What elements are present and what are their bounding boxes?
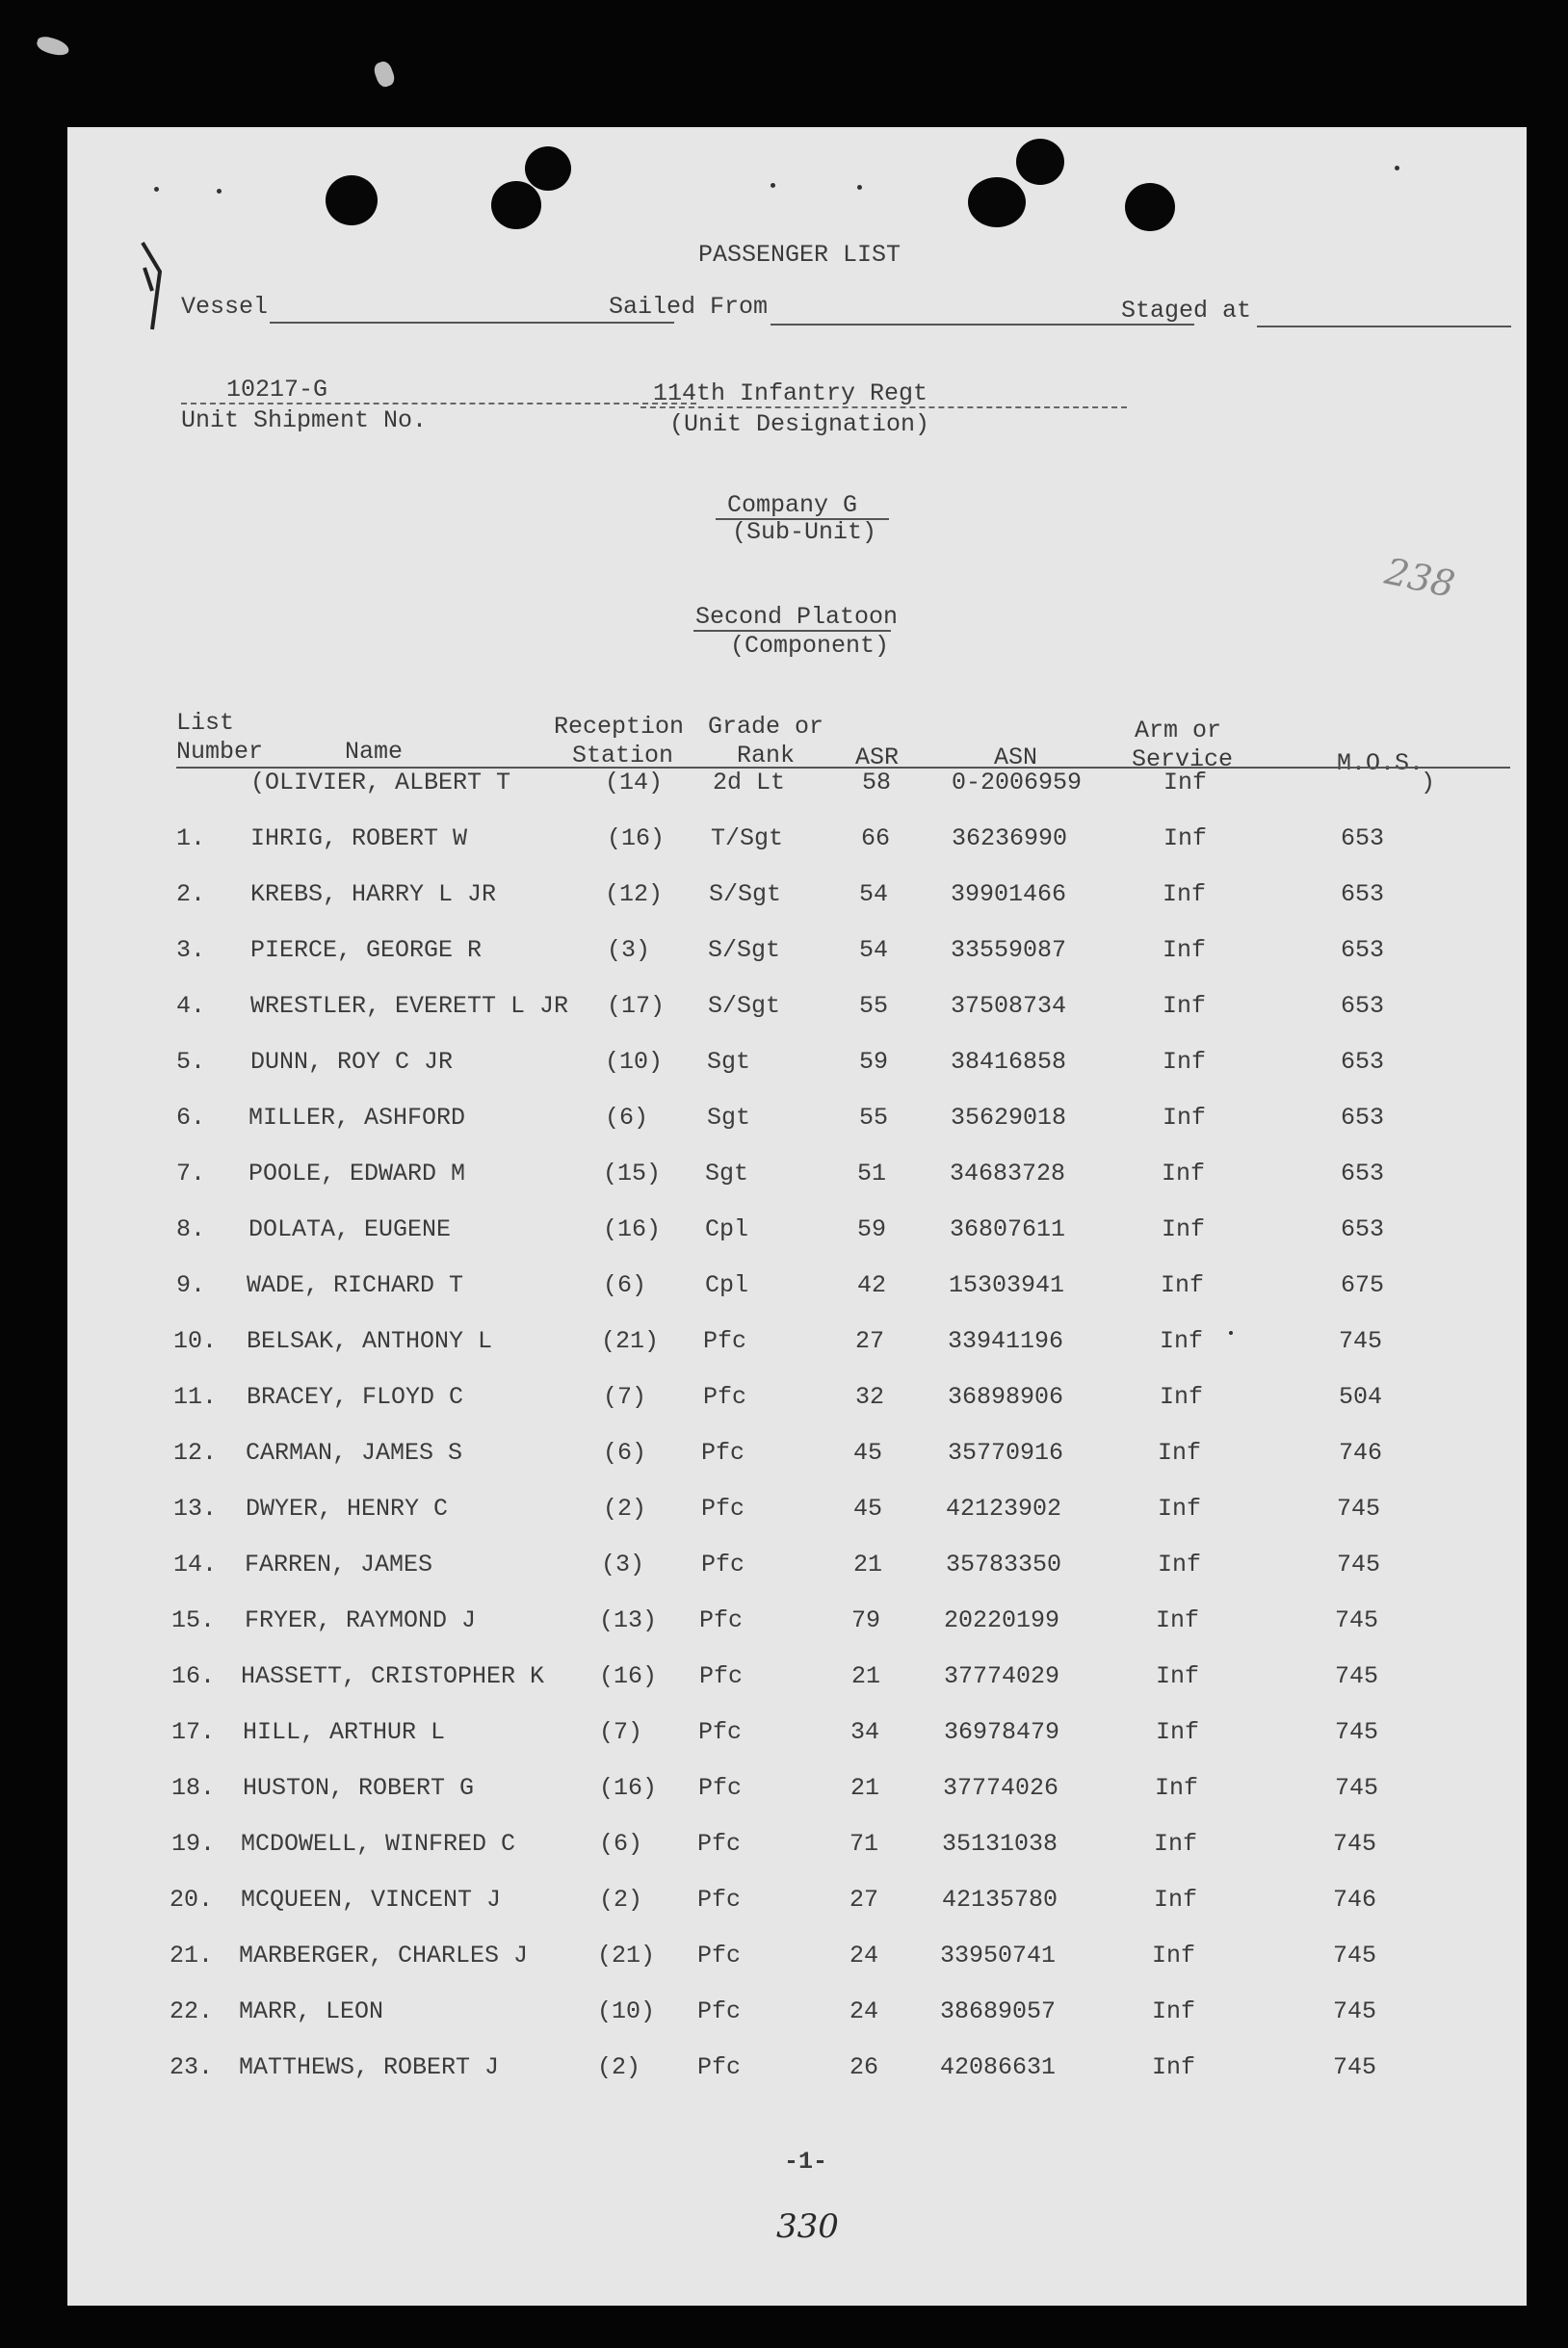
row-mos: 745	[1337, 1551, 1381, 1578]
row-name: POOLE, EDWARD M	[248, 1160, 466, 1187]
row-name: MCQUEEN, VINCENT J	[241, 1886, 502, 1914]
row-number: 15.	[171, 1606, 216, 1634]
row-arm: Inf	[1156, 1718, 1200, 1746]
row-number: 8.	[176, 1215, 206, 1243]
row-grade: Sgt	[707, 1104, 751, 1132]
speck	[154, 187, 159, 192]
row-grade: S/Sgt	[708, 936, 781, 964]
row-name: MATTHEWS, ROBERT J	[239, 2053, 500, 2081]
punch-hole	[326, 175, 378, 225]
row-asr: 21	[851, 1662, 881, 1690]
col-arm-line2: Service	[1132, 745, 1234, 773]
punch-hole	[968, 177, 1026, 227]
row-grade: T/Sgt	[711, 824, 784, 852]
row-asr: 32	[855, 1383, 885, 1411]
row-asn: 35629018	[951, 1104, 1067, 1132]
row-name: FRYER, RAYMOND J	[245, 1606, 477, 1634]
unit-designation-rule	[640, 406, 1127, 408]
row-grade: S/Sgt	[708, 992, 781, 1020]
row-asr: 55	[859, 1104, 889, 1132]
unit-shipment-label: Unit Shipment No.	[181, 406, 428, 434]
col-arm-line1: Arm or	[1135, 717, 1222, 744]
row-mos: 745	[1333, 2053, 1377, 2081]
row-asn: 36978479	[944, 1718, 1060, 1746]
paper-fleck	[372, 60, 397, 90]
row-asn: 36236990	[952, 824, 1068, 852]
row-station: (7)	[603, 1383, 647, 1411]
row-asn: 15303941	[949, 1271, 1065, 1299]
row-arm: Inf	[1158, 1495, 1202, 1523]
row-mos: 504	[1339, 1383, 1383, 1411]
row-name: WADE, RICHARD T	[247, 1271, 464, 1299]
table-row	[67, 1999, 1527, 2038]
row-station: (2)	[597, 2053, 641, 2081]
row-mos: 745	[1335, 1774, 1379, 1802]
row-grade: Pfc	[697, 1942, 742, 1970]
component-label: (Component)	[730, 632, 890, 660]
speck	[857, 185, 862, 190]
sub-unit: Company G	[727, 491, 858, 519]
row-asr: 71	[849, 1830, 879, 1858]
row-station: (21)	[597, 1942, 656, 1970]
officer-station: (14)	[605, 769, 664, 796]
row-asn: 36807611	[950, 1215, 1066, 1243]
row-name: BRACEY, FLOYD C	[247, 1383, 464, 1411]
row-mos: 745	[1333, 1942, 1377, 1970]
row-number: 21.	[170, 1942, 214, 1970]
row-name: DWYER, HENRY C	[246, 1495, 449, 1523]
row-grade: Pfc	[699, 1662, 744, 1690]
row-asn: 38689057	[940, 1997, 1057, 2025]
officer-asn: 0-2006959	[952, 769, 1083, 796]
row-station: (21)	[601, 1327, 660, 1355]
document-page	[67, 127, 1527, 2306]
row-name: BELSAK, ANTHONY L	[247, 1327, 493, 1355]
row-grade: Pfc	[698, 1718, 743, 1746]
row-number: 6.	[176, 1104, 206, 1132]
row-asn: 37508734	[951, 992, 1067, 1020]
row-number: 14.	[173, 1551, 218, 1578]
row-mos: 653	[1341, 936, 1385, 964]
row-asn: 39901466	[951, 880, 1067, 908]
row-mos: 653	[1341, 880, 1385, 908]
row-arm: Inf	[1152, 2053, 1196, 2081]
table-row	[67, 1441, 1527, 1479]
row-mos: 745	[1333, 1830, 1377, 1858]
row-mos: 745	[1333, 1997, 1377, 2025]
speck	[217, 189, 222, 194]
row-asr: 21	[853, 1551, 883, 1578]
col-list-number-line2: Number	[176, 738, 264, 766]
row-station: (15)	[603, 1160, 662, 1187]
row-arm: Inf	[1163, 936, 1207, 964]
table-row	[67, 1720, 1527, 1759]
row-arm: Inf	[1162, 1160, 1206, 1187]
row-name: IHRIG, ROBERT W	[250, 824, 468, 852]
row-asn: 35131038	[942, 1830, 1058, 1858]
row-asr: 54	[859, 880, 889, 908]
row-number: 11.	[173, 1383, 218, 1411]
row-asn: 36898906	[948, 1383, 1064, 1411]
row-name: MARR, LEON	[239, 1997, 384, 2025]
row-arm: Inf	[1163, 824, 1208, 852]
row-arm: Inf	[1152, 1942, 1196, 1970]
officer-row	[67, 770, 1527, 809]
table-row	[67, 1552, 1527, 1591]
punch-hole	[1016, 139, 1064, 185]
row-number: 18.	[171, 1774, 216, 1802]
row-mos: 745	[1337, 1495, 1381, 1523]
row-grade: Cpl	[705, 1271, 749, 1299]
row-name: HILL, ARTHUR L	[243, 1718, 446, 1746]
row-arm: Inf	[1154, 1886, 1198, 1914]
table-row	[67, 938, 1527, 977]
row-mos: 745	[1335, 1662, 1379, 1690]
row-grade: Pfc	[698, 1774, 743, 1802]
speck	[1395, 166, 1399, 170]
unit-designation-label: (Unit Designation)	[669, 410, 930, 438]
row-arm: Inf	[1152, 1997, 1196, 2025]
row-station: (10)	[605, 1048, 664, 1076]
row-number: 9.	[176, 1271, 206, 1299]
row-asr: 45	[853, 1495, 883, 1523]
officer-arm: Inf	[1163, 769, 1208, 796]
table-row	[67, 1608, 1527, 1647]
row-grade: Cpl	[705, 1215, 749, 1243]
table-row	[67, 994, 1527, 1032]
col-grade-line2: Rank	[737, 742, 796, 770]
vessel-blank	[270, 322, 674, 324]
row-number: 20.	[170, 1886, 214, 1914]
row-asr: 42	[857, 1271, 887, 1299]
document-title: PASSENGER LIST	[698, 241, 902, 269]
row-name: PIERCE, GEORGE R	[250, 936, 483, 964]
row-number: 12.	[173, 1439, 218, 1467]
row-number: 5.	[176, 1048, 206, 1076]
row-grade: Sgt	[705, 1160, 749, 1187]
officer-mos: )	[1421, 769, 1436, 796]
row-asr: 21	[850, 1774, 880, 1802]
table-row	[67, 1329, 1527, 1368]
col-reception-line1: Reception	[554, 713, 685, 741]
officer-asr: 58	[862, 769, 892, 796]
row-arm: Inf	[1163, 1048, 1207, 1076]
row-asn: 37774029	[944, 1662, 1060, 1690]
row-number: 1.	[176, 824, 206, 852]
component: Second Platoon	[695, 603, 899, 631]
col-asr: ASR	[855, 744, 900, 771]
row-grade: Sgt	[707, 1048, 751, 1076]
table-row	[67, 1944, 1527, 1982]
table-row	[67, 882, 1527, 921]
row-grade: Pfc	[697, 2053, 742, 2081]
row-name: MILLER, ASHFORD	[248, 1104, 466, 1132]
table-row	[67, 826, 1527, 865]
row-asr: 59	[857, 1215, 887, 1243]
vessel-label: Vessel	[181, 293, 269, 321]
row-station: (16)	[607, 824, 666, 852]
sub-unit-label: (Sub-Unit)	[732, 518, 877, 546]
speck	[771, 183, 775, 188]
row-arm: Inf	[1154, 1830, 1198, 1858]
row-mos: 653	[1341, 1104, 1385, 1132]
row-station: (7)	[599, 1718, 643, 1746]
row-mos: 745	[1339, 1327, 1383, 1355]
row-number: 22.	[170, 1997, 214, 2025]
row-grade: Pfc	[701, 1495, 745, 1523]
staged-at-blank	[1257, 326, 1511, 327]
staged-at-label: Staged at	[1121, 297, 1252, 325]
row-name: FARREN, JAMES	[245, 1551, 433, 1578]
row-mos: 675	[1341, 1271, 1385, 1299]
row-asr: 54	[859, 936, 889, 964]
row-arm: Inf	[1160, 1383, 1204, 1411]
row-mos: 745	[1335, 1718, 1379, 1746]
row-arm: Inf	[1155, 1774, 1199, 1802]
punch-hole	[491, 181, 541, 229]
row-mos: 746	[1333, 1886, 1377, 1914]
row-mos: 653	[1341, 824, 1385, 852]
row-arm: Inf	[1158, 1439, 1202, 1467]
row-arm: Inf	[1163, 1104, 1207, 1132]
page-number: -1-	[784, 2148, 828, 2176]
row-asn: 35770916	[948, 1439, 1064, 1467]
row-mos: 653	[1341, 1160, 1385, 1187]
row-station: (2)	[603, 1495, 647, 1523]
row-number: 10.	[173, 1327, 218, 1355]
table-row	[67, 2055, 1527, 2094]
col-list-number-line1: List	[176, 709, 235, 737]
row-asr: 55	[859, 992, 889, 1020]
row-asr: 51	[857, 1160, 887, 1187]
table-row	[67, 1273, 1527, 1312]
row-arm: Inf	[1163, 992, 1207, 1020]
row-asr: 24	[849, 1997, 879, 2025]
row-station: (17)	[607, 992, 666, 1020]
col-asn: ASN	[994, 744, 1038, 771]
row-number: 17.	[171, 1718, 216, 1746]
row-asn: 42086631	[940, 2053, 1057, 2081]
row-station: (2)	[599, 1886, 643, 1914]
officer-name: (OLIVIER, ALBERT T	[250, 769, 511, 796]
table-row	[67, 1385, 1527, 1423]
row-asr: 66	[861, 824, 891, 852]
row-arm: Inf	[1163, 880, 1207, 908]
col-grade-line1: Grade or	[708, 713, 824, 741]
col-name: Name	[345, 738, 404, 766]
row-number: 16.	[171, 1662, 216, 1690]
row-station: (16)	[599, 1662, 658, 1690]
officer-grade: 2d Lt	[713, 769, 786, 796]
row-asn: 35783350	[946, 1551, 1062, 1578]
row-grade: Pfc	[697, 1997, 742, 2025]
handwritten-number: 330	[776, 2207, 839, 2246]
row-mos: 746	[1339, 1439, 1383, 1467]
row-arm: Inf	[1158, 1551, 1202, 1578]
row-asn: 38416858	[951, 1048, 1067, 1076]
row-name: HASSETT, CRISTOPHER K	[241, 1662, 545, 1690]
row-asn: 33559087	[951, 936, 1067, 964]
row-station: (6)	[603, 1439, 647, 1467]
row-number: 4.	[176, 992, 206, 1020]
row-asn: 34683728	[950, 1160, 1066, 1187]
row-asn: 42123902	[946, 1495, 1062, 1523]
row-asr: 34	[850, 1718, 880, 1746]
unit-shipment-rule	[181, 403, 696, 404]
table-row	[67, 1776, 1527, 1814]
unit-designation: 114th Infantry Regt	[653, 379, 928, 407]
row-name: MCDOWELL, WINFRED C	[241, 1830, 516, 1858]
row-name: CARMAN, JAMES S	[246, 1439, 463, 1467]
table-row	[67, 1161, 1527, 1200]
punch-hole	[1125, 183, 1175, 231]
table-row	[67, 1497, 1527, 1535]
row-grade: Pfc	[701, 1439, 745, 1467]
row-station: (3)	[607, 936, 651, 964]
row-number: 13.	[173, 1495, 218, 1523]
row-name: HUSTON, ROBERT G	[243, 1774, 475, 1802]
row-station: (6)	[599, 1830, 643, 1858]
row-grade: Pfc	[699, 1606, 744, 1634]
row-arm: Inf	[1160, 1327, 1204, 1355]
row-number: 23.	[170, 2053, 214, 2081]
row-station: (6)	[603, 1271, 647, 1299]
row-grade: Pfc	[703, 1327, 747, 1355]
row-station: (13)	[599, 1606, 658, 1634]
row-grade: S/Sgt	[709, 880, 782, 908]
row-name: WRESTLER, EVERETT L JR	[250, 992, 569, 1020]
row-arm: Inf	[1162, 1215, 1206, 1243]
col-reception-line2: Station	[572, 742, 674, 770]
row-number: 19.	[171, 1830, 216, 1858]
row-name: DOLATA, EUGENE	[248, 1215, 452, 1243]
row-name: MARBERGER, CHARLES J	[239, 1942, 529, 1970]
row-station: (10)	[597, 1997, 656, 2025]
row-station: (12)	[605, 880, 664, 908]
row-arm: Inf	[1161, 1271, 1205, 1299]
paper-fleck	[36, 35, 71, 58]
table-row	[67, 1106, 1527, 1144]
row-asn: 42135780	[942, 1886, 1058, 1914]
row-asn: 37774026	[943, 1774, 1059, 1802]
row-number: 3.	[176, 936, 206, 964]
unit-shipment-number: 10217-G	[226, 376, 328, 404]
row-asr: 26	[849, 2053, 879, 2081]
row-name: KREBS, HARRY L JR	[250, 880, 497, 908]
col-mos: M.O.S.	[1337, 749, 1424, 777]
table-row	[67, 1217, 1527, 1256]
row-mos: 653	[1341, 1215, 1385, 1243]
row-arm: Inf	[1156, 1662, 1200, 1690]
row-grade: Pfc	[697, 1830, 742, 1858]
table-row	[67, 1664, 1527, 1703]
row-asr: 27	[855, 1327, 885, 1355]
row-station: (16)	[599, 1774, 658, 1802]
row-arm: Inf	[1156, 1606, 1200, 1634]
table-row	[67, 1888, 1527, 1926]
row-grade: Pfc	[703, 1383, 747, 1411]
row-number: 2.	[176, 880, 206, 908]
row-asr: 59	[859, 1048, 889, 1076]
row-name: DUNN, ROY C JR	[250, 1048, 454, 1076]
row-asn: 33941196	[948, 1327, 1064, 1355]
table-row	[67, 1832, 1527, 1870]
row-station: (6)	[605, 1104, 649, 1132]
sailed-from-label: Sailed From	[609, 293, 769, 321]
row-mos: 745	[1335, 1606, 1379, 1634]
row-number: 7.	[176, 1160, 206, 1187]
row-station: (3)	[601, 1551, 645, 1578]
row-mos: 653	[1341, 992, 1385, 1020]
row-asn: 20220199	[944, 1606, 1060, 1634]
row-asr: 79	[851, 1606, 881, 1634]
row-grade: Pfc	[697, 1886, 742, 1914]
row-asn: 33950741	[940, 1942, 1057, 1970]
row-station: (16)	[603, 1215, 662, 1243]
stamp-number: 238	[1381, 549, 1459, 607]
punch-hole	[525, 146, 571, 191]
margin-mark	[131, 233, 170, 339]
row-grade: Pfc	[701, 1551, 745, 1578]
row-asr: 27	[849, 1886, 879, 1914]
row-asr: 45	[853, 1439, 883, 1467]
table-row	[67, 1050, 1527, 1088]
row-mos: 653	[1341, 1048, 1385, 1076]
row-asr: 24	[849, 1942, 879, 1970]
